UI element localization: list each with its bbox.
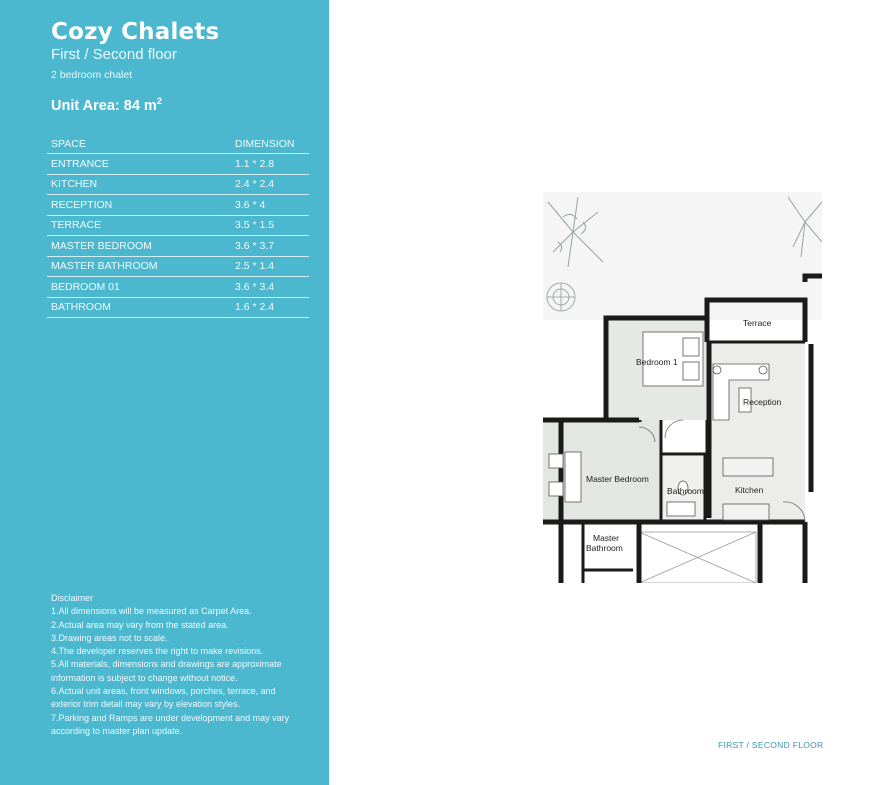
space-cell: ENTRANCE (47, 154, 231, 175)
space-cell: BEDROOM 01 (47, 277, 231, 298)
table-row (47, 174, 309, 195)
dimension-table (47, 135, 309, 318)
space-cell: KITCHEN (47, 174, 231, 195)
room-label-terrace: Terrace (743, 318, 772, 328)
chalet-type: 2 bedroom chalet (51, 69, 133, 81)
unit-area-superscript: 2 (156, 96, 162, 106)
space-cell: RECEPTION (47, 195, 231, 216)
space-cell: TERRACE (47, 215, 231, 236)
disclaimer-item: 2.Actual area may vary from the stated area. (51, 619, 229, 630)
table-row (47, 236, 309, 257)
room-label-master-bathroom: Master (593, 533, 619, 543)
room-label-master-bedroom: Master Bedroom (586, 474, 649, 484)
table-header-row (47, 135, 309, 154)
table-row (47, 215, 309, 236)
table-row (47, 195, 309, 216)
dimension-cell: 2.5 * 1.4 (231, 256, 309, 277)
dimension-cell: 1.1 * 2.8 (231, 154, 309, 175)
room-label-kitchen: Kitchen (735, 485, 764, 495)
disclaimer (51, 592, 306, 738)
info-panel (0, 0, 329, 785)
table-row (47, 297, 309, 318)
dimension-cell: 3.6 * 3.4 (231, 277, 309, 298)
room-label-bedroom-1: Bedroom 1 (636, 357, 678, 367)
dimension-cell: 3.6 * 3.7 (231, 236, 309, 257)
table-row (47, 256, 309, 277)
space-cell: BATHROOM (47, 297, 231, 318)
floor-caption: FIRST / SECOND FLOOR (718, 740, 824, 750)
disclaimer-item: 3.Drawing areas not to scale. (51, 632, 168, 643)
disclaimer-item: 1.All dimensions will be measured as Carpet Area. (51, 606, 252, 617)
room-label-master-bathroom-line2: Bathroom (586, 543, 623, 553)
disclaimer-item: 5.All materials, dimensions and drawings are approximate information is subject to change without notice. (51, 659, 282, 683)
disclaimer-item: 4.The developer reserves the right to make revisions. (51, 646, 264, 657)
column-header-dimension: DIMENSION (231, 135, 309, 154)
room-label-bathroom: Bathroom (667, 486, 704, 496)
table-row (47, 154, 309, 175)
dimension-cell: 3.5 * 1.5 (231, 215, 309, 236)
dimension-cell: 3.6 * 4 (231, 195, 309, 216)
space-cell: MASTER BEDROOM (47, 236, 231, 257)
space-cell: MASTER BATHROOM (47, 256, 231, 277)
page-title: Cozy Chalets (51, 19, 220, 45)
floor-plan-drawing (543, 192, 822, 583)
floor-subtitle: First / Second floor (51, 46, 177, 63)
column-header-space: SPACE (47, 135, 231, 154)
dimension-cell: 2.4 * 2.4 (231, 174, 309, 195)
shrub-icon (547, 283, 575, 311)
disclaimer-item: 7.Parking and Ramps are under development and may vary according to master plan update. (51, 712, 290, 736)
disclaimer-heading: Disclaimer (51, 593, 94, 603)
unit-area-text: Unit Area: 84 m (51, 97, 157, 114)
room-label-reception: Reception (743, 397, 782, 407)
table-row (47, 277, 309, 298)
dimension-cell: 1.6 * 2.4 (231, 297, 309, 318)
unit-area (51, 96, 162, 114)
disclaimer-item: 6.Actual unit areas, front windows, porches, terrace, and exterior trim detail may vary by elevation styles. (51, 686, 276, 710)
floor-plan (543, 192, 822, 583)
